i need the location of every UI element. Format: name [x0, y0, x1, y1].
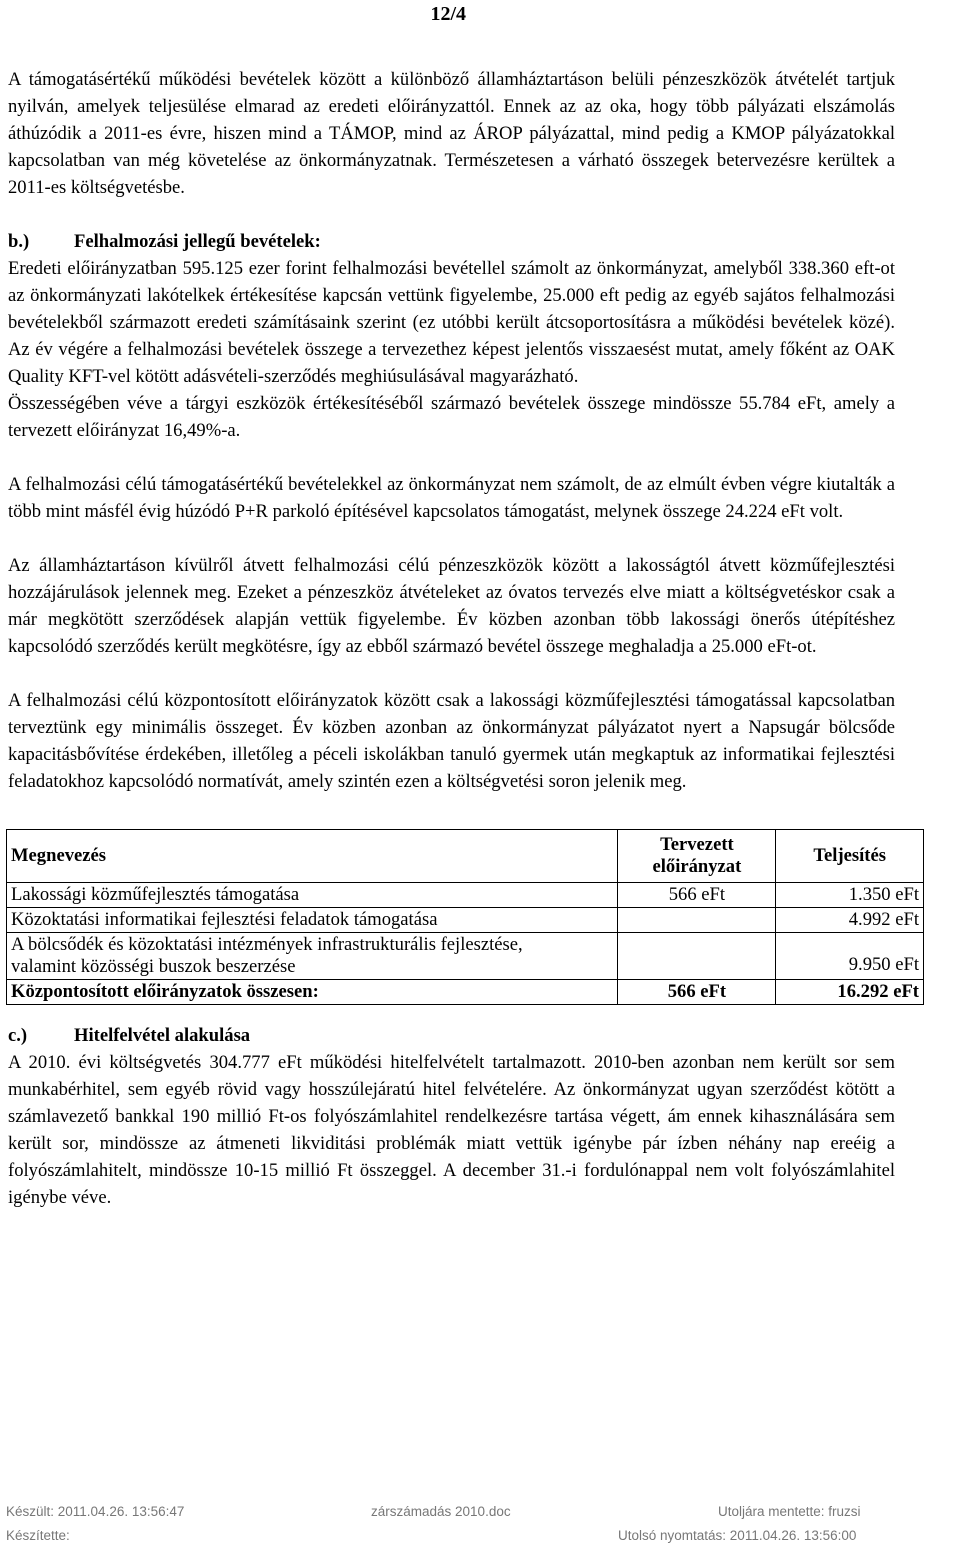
section-title-c: Hitelfelvétel alakulása	[74, 1025, 251, 1046]
footer-filename: zárszámadás 2010.doc	[371, 1504, 511, 1519]
row-name: Közoktatási informatikai fejlesztési feladatok támogatása	[7, 908, 618, 933]
section-label-b: b.)	[8, 231, 30, 252]
total-name: Központosított előirányzatok összesen:	[7, 980, 618, 1005]
table-row	[7, 883, 924, 908]
appropriations-table	[6, 829, 924, 1005]
footer-author: Készítette:	[6, 1528, 70, 1543]
section-label-c: c.)	[8, 1025, 28, 1046]
document-body	[8, 66, 919, 1211]
total-planned: 566 eFt	[618, 980, 776, 1005]
section-heading-b	[8, 228, 895, 255]
row-actual: 1.350 eFt	[776, 883, 924, 908]
row-name: A bölcsődék és közoktatási intézmények infrastrukturális fejlesztése, valamint közösségi buszok beszerzése	[7, 933, 618, 980]
total-actual: 16.292 eFt	[776, 980, 924, 1005]
footer-created: Készült: 2011.04.26. 13:56:47	[6, 1504, 185, 1519]
table-row	[7, 908, 924, 933]
row-planned	[618, 908, 776, 933]
row-name: Lakossági közműfejlesztés támogatása	[7, 883, 618, 908]
paragraph-central-appropriations: A felhalmozási célú központosított előirányzatok között csak a lakossági közműfejlesztési támogatással kapcsolatban terveztünk egy minimális összeget. Év közben azonban az önkormányzat pályázatot nyert a Napsugár bölcsőde kapacitásbővítése érdekében, illetőleg a péceli iskolákban tanuló gyermek után megkaptuk az informatikai fejlesztési feladatokhoz kapcsolódó normatívát, amely szintén ezen a költségvetési soron jelenik meg.	[8, 690, 895, 792]
table-total-row	[7, 980, 924, 1005]
paragraph-borrowing: A 2010. évi költségvetés 304.777 eFt működési hitelfelvételt tartalmazott. 2010-ben azonban nem került sor sem munkabérhitel, sem egyéb rövid vagy hosszúlejáratú hitel felvételére. Az önkormányzat ugyan szerződést kötött a számlavezető bankkal 190 millió Ft-os folyószámlahitel rendelkezésre tartása végett, ám ennek kihasználására sem került sor, mindössze az átmeneti likviditási problémák miatt vettük igénybe pár ízben néhány nap ereéig a folyószámlahitelt, mindössze 10-15 millió Ft összeggel. A december 31.-i fordulónappal nem volt folyószámlahitel igénybe véve.	[8, 1052, 895, 1208]
row-planned	[618, 933, 776, 980]
paragraph-capital-grants: A felhalmozási célú támogatásértékű bevételekkel az önkormányzat nem számolt, de az elmúlt évben végre kiutalták a több mint másfél évig húzódó P+R parkoló építésével kapcsolatos támogatást, melynek összege 24.224 eFt volt.	[8, 474, 895, 522]
row-actual: 4.992 eFt	[776, 908, 924, 933]
paragraph-utility-contributions: Az államháztartáson kívülről átvett felhalmozási célú pénzeszközök között a lakosságtól átvett közműfejlesztési hozzájárulások jelennek meg. Ezeket a pénzeszköz átvételeket az óvatos tervezés elve miatt a költségvetéskor csak a már megkötött szerződések alapján vettük figyelembe. Év közben azonban több lakossági önerős útépítéshez kapcsolódó szerződés került megkötésre, így az ebből származó bevétel összege meghaladja a 25.000 eFt-ot.	[8, 555, 895, 657]
column-header-name: Megnevezés	[7, 830, 618, 883]
row-planned: 566 eFt	[618, 883, 776, 908]
page-number: 12/4	[430, 3, 466, 25]
footer-last-saved: Utoljára mentette: fruzsi	[718, 1504, 861, 1519]
paragraph-operating-transfers: A támogatásértékű működési bevételek között a különböző államháztartáson belüli pénzeszközök átvételét tartjuk nyilván, amelyek teljesülése elmarad az eredeti előirányzattól. Ennek az az oka, hogy több pályázati elszámolás áthúzódik a 2011-es évre, hiszen mind a TÁMOP, mind az ÁROP pályázattal, mind pedig a KMOP pályázatokkal kapcsolatban van még követelése az önkormányzatnak. Természetesen a várható összegek betervezésre kerültek a 2011-es költségvetésbe.	[8, 69, 895, 198]
column-header-actual: Teljesítés	[776, 830, 924, 883]
table-row	[7, 933, 924, 980]
column-header-planned: Tervezett előirányzat	[618, 830, 776, 883]
footer-last-printed: Utolsó nyomtatás: 2011.04.26. 13:56:00	[618, 1528, 857, 1543]
paragraph-asset-sales: Összességében véve a tárgyi eszközök értékesítéséből származó bevételek összege mindössze 55.784 eFt, amely a tervezett előirányzat 16,49%-a.	[8, 393, 895, 441]
paragraph-capital-revenue: Eredeti előirányzatban 595.125 ezer forint felhalmozási bevétellel számolt az önkormányzat, amelyből 338.360 eft-ot az önkormányzati lakótelkek értékesítése kapcsán vettünk figyelembe, 25.000 eft pedig az egyéb sajátos felhalmozási bevételekből származott eredeti számításaink szerint (ez utóbbi került átcsoportosításra a működési bevételek közé). Az év végére a felhalmozási bevételek összege a tervezethez képest jelentős visszaesést mutat, amely főként az OAK Quality KFT-vel kötött adásvételi-szerződés meghiúsulásával magyarázható.	[8, 258, 895, 387]
section-heading-c	[8, 1022, 895, 1049]
section-title-b: Felhalmozási jellegű bevételek:	[74, 231, 321, 252]
table-header-row	[7, 830, 924, 883]
row-actual: 9.950 eFt	[776, 933, 924, 980]
